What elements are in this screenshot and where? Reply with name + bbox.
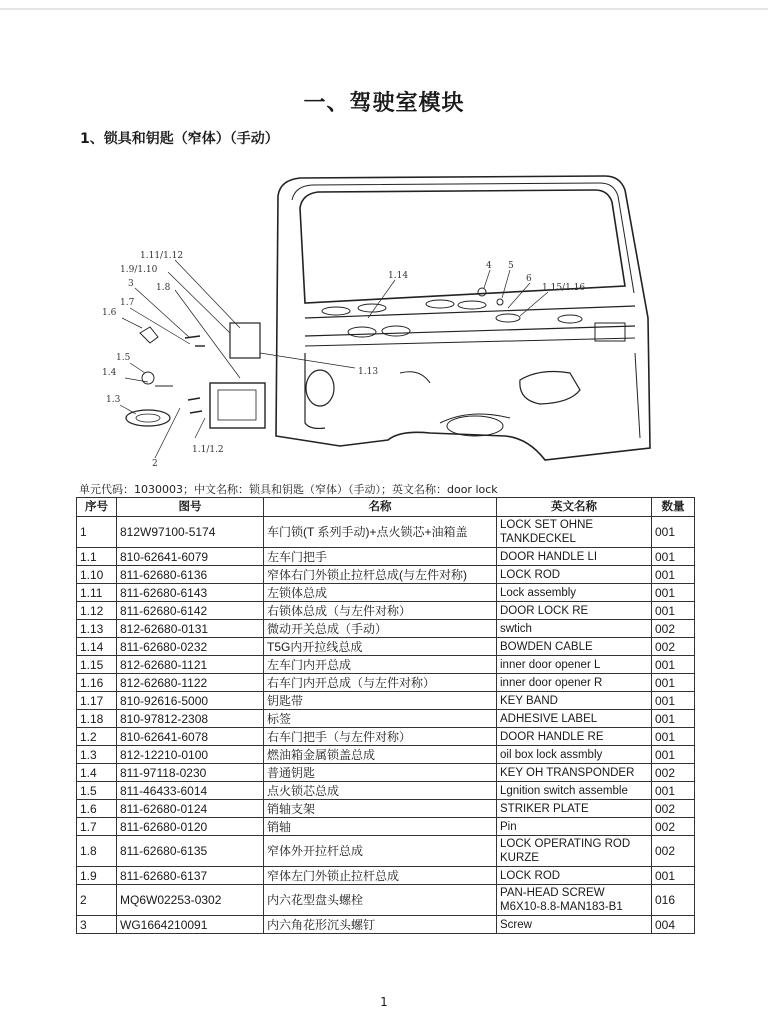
part-name: 微动开关总成（手动） [264,620,497,638]
part-quantity: 002 [652,818,695,836]
part-name: 右车门把手（与左件对称） [264,728,497,746]
part-number: 812-62680-1122 [117,674,264,692]
part-english-name: Lgnition switch assemble [497,782,652,800]
row-index: 3 [77,916,117,934]
row-index: 2 [77,885,117,916]
part-name: 燃油箱金属锁盖总成 [264,746,497,764]
part-english-name: ADHESIVE LABEL [497,710,652,728]
row-index: 1.9 [77,867,117,885]
table-row [77,800,695,818]
part-name: 普通钥匙 [264,764,497,782]
part-quantity: 001 [652,710,695,728]
row-index: 1.8 [77,836,117,867]
part-english-name: STRIKER PLATE [497,800,652,818]
part-english-name: Lock assembly [497,584,652,602]
part-number: 810-97812-2308 [117,710,264,728]
part-number: 811-62680-6142 [117,602,264,620]
column-header-quantity: 数量 [652,498,695,517]
part-quantity: 001 [652,656,695,674]
part-quantity: 002 [652,764,695,782]
part-number: 812-62680-1121 [117,656,264,674]
table-row [77,602,695,620]
part-number: 810-92616-5000 [117,692,264,710]
callout-label: 1.8 [156,283,171,293]
callout-label: 1.7 [120,298,135,308]
part-english-name: swtich [497,620,652,638]
part-english-name: Pin [497,818,652,836]
callout-label: 4 [486,261,492,271]
part-name: 左锁体总成 [264,584,497,602]
part-quantity: 002 [652,800,695,818]
part-number: 811-97118-0230 [117,764,264,782]
callout-label: 1.11/1.12 [140,251,184,261]
table-header-row [77,498,695,517]
table-row [77,638,695,656]
page-number: 1 [380,995,388,1009]
section-title: 1、锁具和钥匙（窄体）（手动） [80,131,279,147]
row-index: 1.10 [77,566,117,584]
part-english-name: LOCK SET OHNE TANKDECKEL [497,517,652,548]
part-name: 右车门内开总成（与左件对称） [264,674,497,692]
row-index: 1.14 [77,638,117,656]
part-quantity: 001 [652,692,695,710]
unit-info-line: 单元代码：1030003；中文名称：锁具和钥匙（窄体）（手动）；英文名称：door lock [79,483,498,496]
row-index: 1.3 [77,746,117,764]
part-english-name: inner door opener R [497,674,652,692]
part-name: 车门锁(T 系列手动)+点火锁芯+油箱盖 [264,517,497,548]
part-number: 811-62680-6135 [117,836,264,867]
part-number: MQ6W02253-0302 [117,885,264,916]
callout-label: 2 [152,459,158,468]
table-row [77,710,695,728]
part-english-name: LOCK OPERATING ROD KURZE [497,836,652,867]
row-index: 1.17 [77,692,117,710]
table-row [77,548,695,566]
part-english-name: Screw [497,916,652,934]
part-quantity: 001 [652,584,695,602]
part-quantity: 001 [652,867,695,885]
row-index: 1.18 [77,710,117,728]
row-index: 1.13 [77,620,117,638]
table-row [77,818,695,836]
part-quantity: 001 [652,566,695,584]
part-name: 内六角花形沉头螺钉 [264,916,497,934]
part-quantity: 002 [652,836,695,867]
part-english-name: KEY BAND [497,692,652,710]
part-name: 标签 [264,710,497,728]
table-row [77,867,695,885]
part-quantity: 002 [652,620,695,638]
callout-label: 1.9/1.10 [120,265,158,275]
part-english-name: inner door opener L [497,656,652,674]
part-english-name: DOOR LOCK RE [497,602,652,620]
row-index: 1.4 [77,764,117,782]
row-index: 1.1 [77,548,117,566]
part-name: 窄体右门外锁止拉杆总成(与左件对称) [264,566,497,584]
part-english-name: KEY OH TRANSPONDER [497,764,652,782]
column-header-english-name: 英文名称 [497,498,652,517]
table-row [77,517,695,548]
table-row [77,746,695,764]
table-row [77,764,695,782]
part-number: 811-62680-0124 [117,800,264,818]
table-row [77,782,695,800]
column-header-name: 名称 [264,498,497,517]
part-number: 812-12210-0100 [117,746,264,764]
part-name: 左车门内开总成 [264,656,497,674]
table-row [77,916,695,934]
part-number: 811-62680-6136 [117,566,264,584]
callout-label: 1.13 [358,367,379,377]
part-english-name: DOOR HANDLE RE [497,728,652,746]
table-row [77,584,695,602]
row-index: 1 [77,517,117,548]
callout-label: 1.15/1.16 [542,283,586,293]
parts-table [76,497,695,934]
part-name: 右锁体总成（与左件对称） [264,602,497,620]
part-number: 811-62680-6143 [117,584,264,602]
page-title: 一、驾驶室模块 [303,91,465,116]
part-english-name: LOCK ROD [497,867,652,885]
row-index: 1.11 [77,584,117,602]
part-name: 销轴 [264,818,497,836]
part-quantity: 001 [652,548,695,566]
column-header-index: 序号 [77,498,117,517]
part-number: 811-62680-6137 [117,867,264,885]
row-index: 1.5 [77,782,117,800]
part-quantity: 001 [652,728,695,746]
table-row [77,674,695,692]
callout-label: 1.4 [102,368,117,378]
part-english-name: LOCK ROD [497,566,652,584]
row-index: 1.12 [77,602,117,620]
part-name: T5G内开拉线总成 [264,638,497,656]
table-row [77,620,695,638]
table-row [77,692,695,710]
part-english-name: PAN-HEAD SCREW M6X10-8.8-MAN183-B1 [497,885,652,916]
table-row [77,728,695,746]
part-quantity: 016 [652,885,695,916]
table-row [77,656,695,674]
part-name: 窄体外开拉杆总成 [264,836,497,867]
part-quantity: 001 [652,602,695,620]
scan-top-edge [0,8,768,10]
part-name: 窄体左门外锁止拉杆总成 [264,867,497,885]
part-quantity: 001 [652,782,695,800]
callout-label: 5 [508,261,514,271]
row-index: 1.6 [77,800,117,818]
callout-label: 1.5 [116,353,131,363]
parts-table-body [77,517,695,934]
part-number: 810-62641-6078 [117,728,264,746]
part-number: 811-62680-0120 [117,818,264,836]
part-number: 811-62680-0232 [117,638,264,656]
callout-label: 3 [128,279,134,289]
part-number: 810-62641-6079 [117,548,264,566]
part-quantity: 004 [652,916,695,934]
table-row [77,836,695,867]
row-index: 1.7 [77,818,117,836]
exploded-door-lock-diagram [100,168,670,468]
part-quantity: 001 [652,674,695,692]
part-number: 812-62680-0131 [117,620,264,638]
part-english-name: oil box lock assmbly [497,746,652,764]
part-number: WG1664210091 [117,916,264,934]
callout-label: 6 [526,274,532,284]
part-name: 钥匙带 [264,692,497,710]
part-name: 内六花型盘头螺栓 [264,885,497,916]
callout-label: 1.1/1.2 [192,445,224,455]
part-quantity: 001 [652,517,695,548]
part-quantity: 002 [652,638,695,656]
column-header-part-number: 图号 [117,498,264,517]
part-quantity: 001 [652,746,695,764]
part-name: 销轴支架 [264,800,497,818]
table-row [77,566,695,584]
part-number: 811-46433-6014 [117,782,264,800]
callout-label: 1.3 [106,395,121,405]
part-english-name: BOWDEN CABLE [497,638,652,656]
part-number: 812W97100-5174 [117,517,264,548]
table-row [77,885,695,916]
part-name: 点火锁芯总成 [264,782,497,800]
part-name: 左车门把手 [264,548,497,566]
row-index: 1.16 [77,674,117,692]
row-index: 1.15 [77,656,117,674]
callout-label: 1.14 [388,271,409,281]
row-index: 1.2 [77,728,117,746]
callout-label: 1.6 [102,308,117,318]
part-english-name: DOOR HANDLE LI [497,548,652,566]
